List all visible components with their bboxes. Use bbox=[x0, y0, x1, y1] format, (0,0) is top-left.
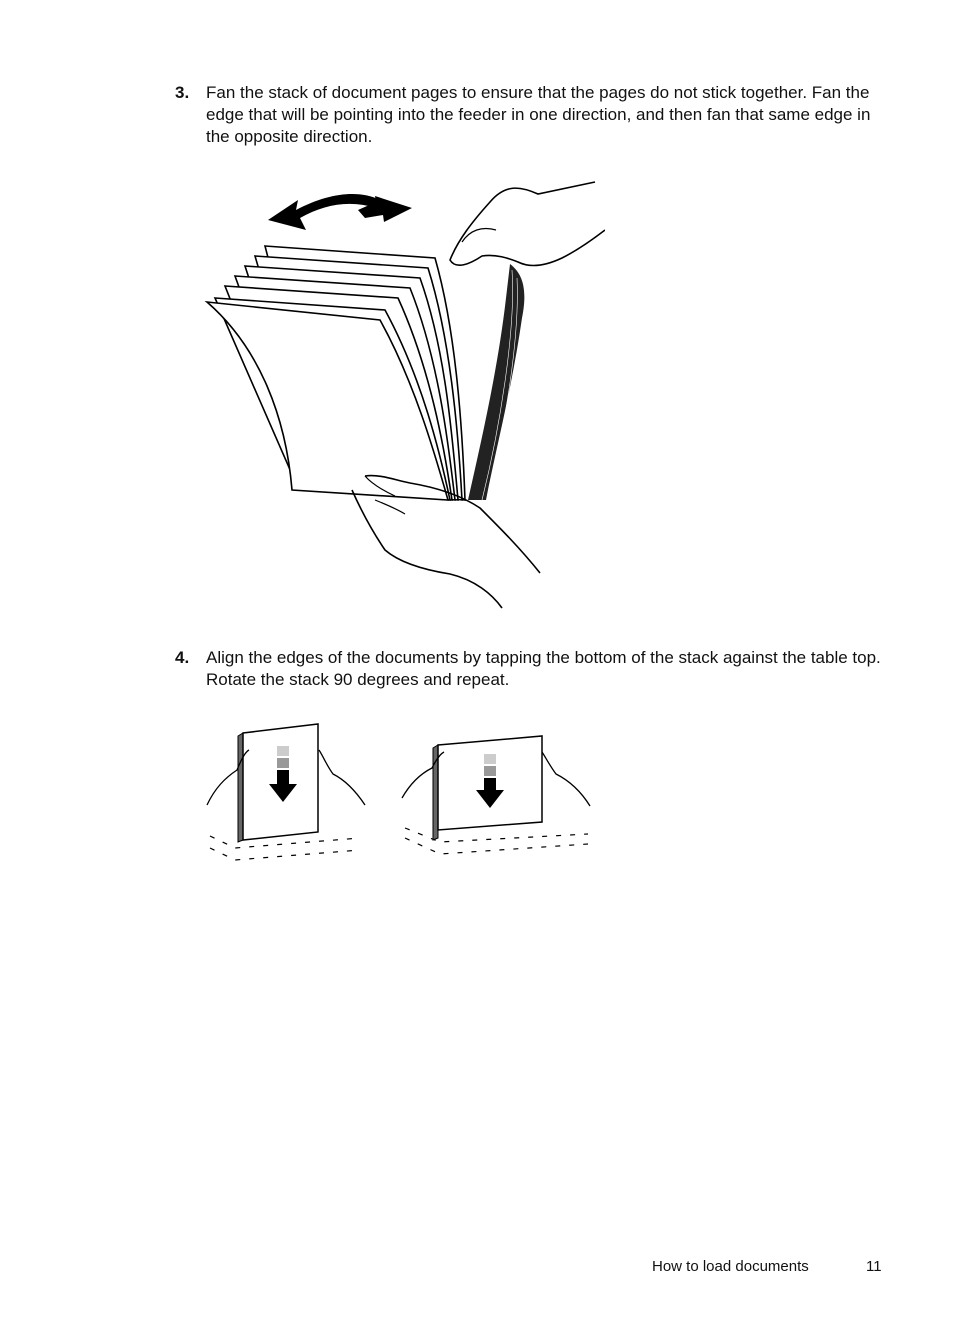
footer-section-title: How to load documents bbox=[652, 1258, 809, 1275]
step-number: 3. bbox=[175, 83, 190, 102]
step-3 bbox=[175, 82, 887, 152]
top-hand-icon bbox=[450, 182, 605, 265]
align-stack-landscape-illustration bbox=[400, 730, 592, 860]
fan-pages-illustration bbox=[200, 178, 605, 610]
footer-page-number: 11 bbox=[866, 1258, 882, 1275]
align-stack-portrait-illustration bbox=[205, 720, 367, 870]
right-hand-icon bbox=[542, 752, 590, 806]
right-hand-icon bbox=[319, 750, 365, 805]
step-number: 4. bbox=[175, 648, 190, 667]
step-text: Align the edges of the documents by tapping the bottom of the stack against the table top. Rotate the stack 90 degrees and repeat. bbox=[206, 648, 881, 689]
step-text: Fan the stack of document pages to ensure that the pages do not stick together. Fan the edge that will be pointing into the feeder in one direction, and then fan that same edge in the opposite direction. bbox=[206, 83, 871, 146]
step-4 bbox=[175, 647, 887, 695]
